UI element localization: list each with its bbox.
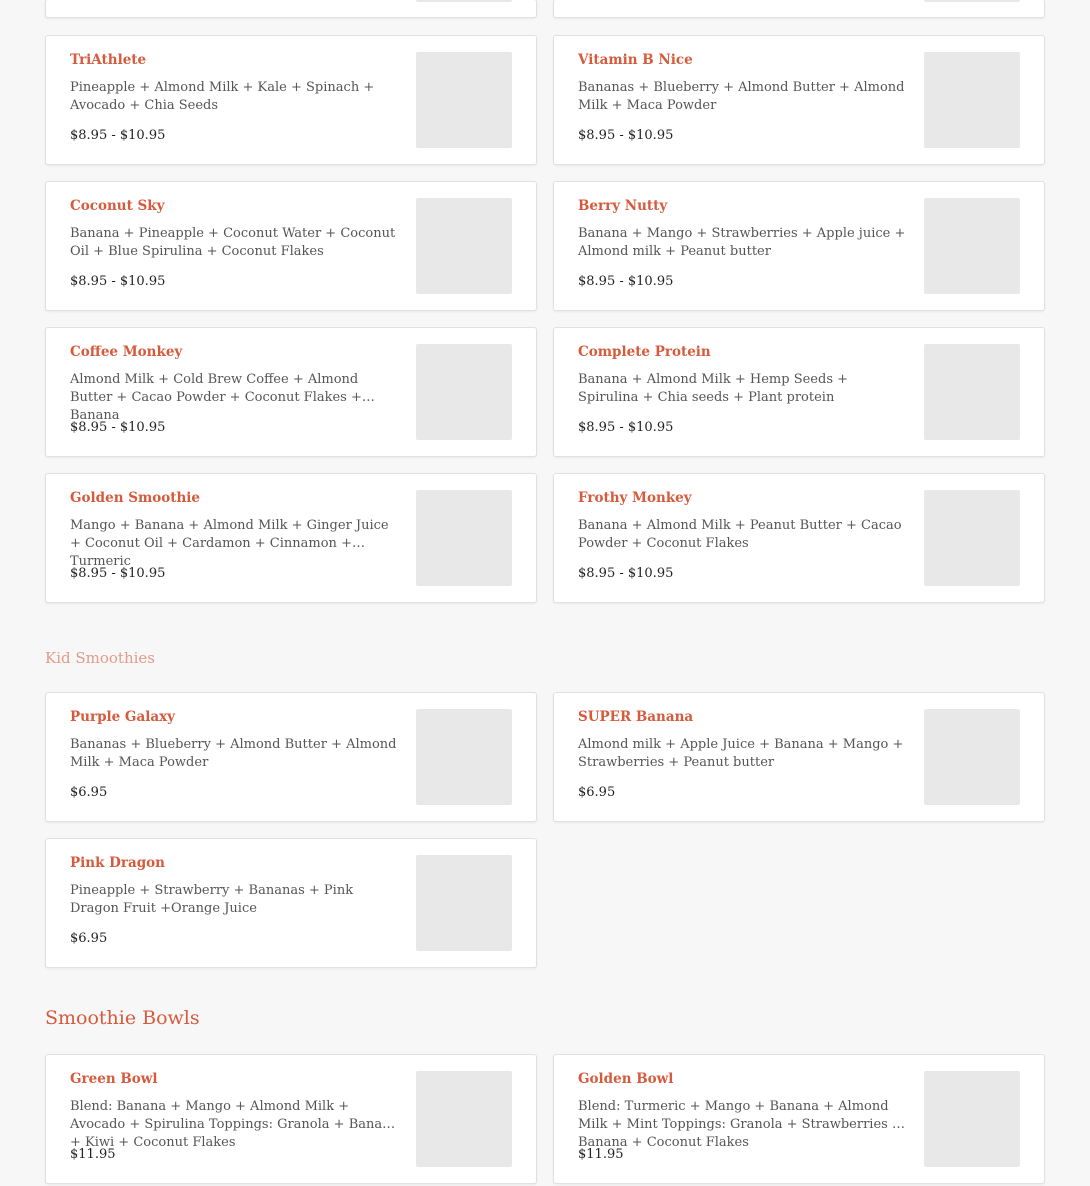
item-price: $11.95: [70, 1147, 116, 1162]
item-image: [416, 490, 512, 586]
menu-item-card[interactable]: [553, 327, 1045, 457]
item-image: [924, 52, 1020, 148]
item-description: Pineapple + Almond Milk + Kale + Spinach + Avocado + Chia Seeds: [70, 80, 375, 113]
item-price: $8.95 - $10.95: [70, 566, 166, 581]
menu-item-card[interactable]: [45, 181, 537, 311]
menu-item-card[interactable]: [45, 838, 537, 968]
item-image: [416, 0, 512, 2]
item-image: [416, 855, 512, 951]
item-description: Banana + Almond Milk + Peanut Butter + Cacao Powder + Coconut Flakes: [578, 518, 902, 551]
item-name: Coffee Monkey: [70, 344, 183, 360]
item-image: [924, 490, 1020, 586]
menu-item-card[interactable]: [45, 327, 537, 457]
item-image: [924, 709, 1020, 805]
item-price: $11.95: [578, 1147, 624, 1162]
item-name: Vitamin B Nice: [578, 52, 693, 68]
item-image: [416, 1071, 512, 1167]
item-description: Bananas + Blueberry + Almond Butter + Almond Milk + Maca Powder: [578, 80, 905, 113]
item-name: Complete Protein: [578, 344, 711, 360]
item-description: Almond milk + Apple Juice + Banana + Mango + Strawberries + Peanut butter: [578, 737, 904, 770]
item-description: Banana + Pineapple + Coconut Water + Coconut Oil + Blue Spirulina + Coconut Flakes: [70, 226, 396, 259]
menu-item-card-partial[interactable]: [45, 0, 537, 18]
menu-item-card[interactable]: [45, 1054, 537, 1184]
menu-item-card[interactable]: [45, 473, 537, 603]
item-name: Green Bowl: [70, 1071, 158, 1087]
item-price: $8.95 - $10.95: [578, 566, 674, 581]
item-image: [416, 709, 512, 805]
menu-item-card[interactable]: [45, 692, 537, 822]
item-image: [416, 198, 512, 294]
item-description: Blend: Turmeric + Mango + Banana + Almond Milk + Mint Toppings: Granola + Strawberries + Banana + Coconut Flakes: [578, 1099, 903, 1150]
item-name: Purple Galaxy: [70, 709, 175, 725]
item-price: $8.95 - $10.95: [578, 274, 674, 289]
menu-item-card[interactable]: [553, 473, 1045, 603]
menu-item-card[interactable]: [45, 35, 537, 165]
item-name: Coconut Sky: [70, 198, 165, 214]
menu-item-card[interactable]: [553, 692, 1045, 822]
item-price: $8.95 - $10.95: [70, 128, 166, 143]
item-price: $6.95: [70, 785, 108, 800]
menu-item-card-partial[interactable]: [553, 0, 1045, 18]
section-title-smoothie-bowls: Smoothie Bowls: [45, 1007, 200, 1029]
item-description: Blend: Banana + Mango + Almond Milk + Avocado + Spirulina Toppings: Granola + Banana + Kiwi + Coconut Flakes: [70, 1099, 399, 1150]
menu-item-card[interactable]: [553, 1054, 1045, 1184]
item-image: [924, 0, 1020, 2]
item-name: TriAthlete: [70, 52, 147, 68]
item-image: [924, 1071, 1020, 1167]
item-image: [416, 52, 512, 148]
section-title-kid-smoothies: Kid Smoothies: [45, 649, 155, 667]
item-price: $6.95: [578, 785, 616, 800]
menu-item-card[interactable]: [553, 35, 1045, 165]
item-image: [924, 198, 1020, 294]
item-description: Mango + Banana + Almond Milk + Ginger Juice + Coconut Oil + Cardamon + Cinnamon + Turmeric: [70, 518, 389, 569]
item-price: $6.95: [70, 931, 108, 946]
item-price: $8.95 - $10.95: [578, 420, 674, 435]
item-description: Banana + Almond Milk + Hemp Seeds + Spirulina + Chia seeds + Plant protein: [578, 372, 849, 405]
item-image: [416, 344, 512, 440]
item-name: Berry Nutty: [578, 198, 668, 214]
item-description: Banana + Mango + Strawberries + Apple juice + Almond milk + Peanut butter: [578, 226, 906, 259]
item-description: Bananas + Blueberry + Almond Butter + Almond Milk + Maca Powder: [70, 737, 397, 770]
item-name: Golden Bowl: [578, 1071, 674, 1087]
item-image: [924, 344, 1020, 440]
item-name: Pink Dragon: [70, 855, 165, 871]
item-name: Frothy Monkey: [578, 490, 692, 506]
menu-item-card[interactable]: [553, 181, 1045, 311]
item-description: Pineapple + Strawberry + Bananas + Pink Dragon Fruit +Orange Juice: [70, 883, 354, 916]
item-price: $8.95 - $10.95: [70, 420, 166, 435]
item-price: $8.95 - $10.95: [578, 128, 674, 143]
item-name: SUPER Banana: [578, 709, 694, 725]
item-name: Golden Smoothie: [70, 490, 201, 506]
item-description: Almond Milk + Cold Brew Coffee + Almond Butter + Cacao Powder + Coconut Flakes + Banana: [70, 372, 362, 423]
item-price: $8.95 - $10.95: [70, 274, 166, 289]
